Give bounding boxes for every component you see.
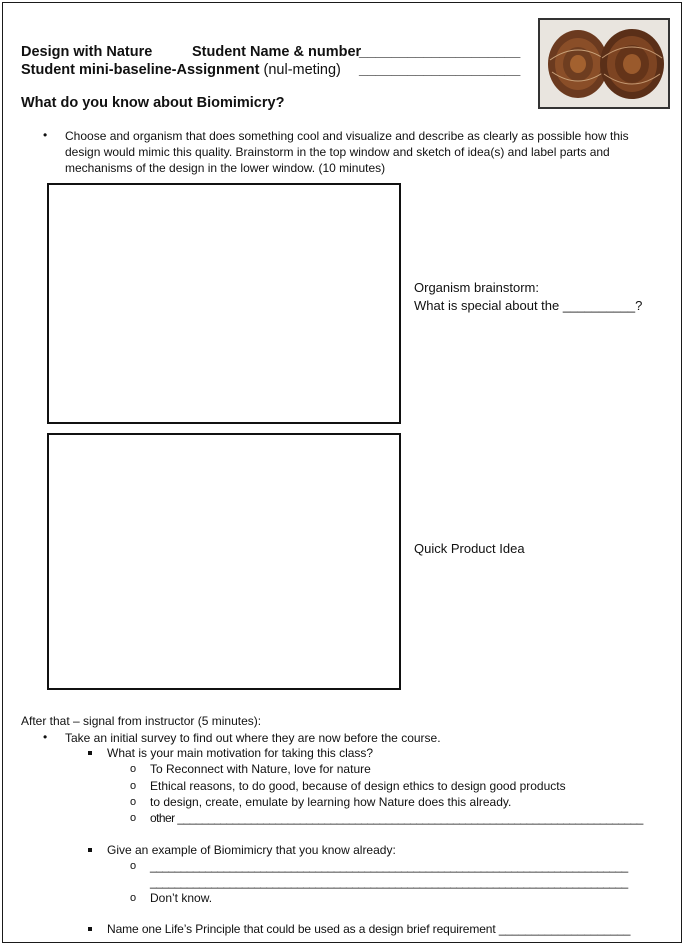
- assignment-name: Student mini-baseline-Assignment: [21, 62, 260, 78]
- assignment-title: [21, 62, 341, 78]
- instruction-line: design would mimic this quality. Brainstorm in the top window and sketch of idea(s) and label parts and: [65, 145, 610, 159]
- survey-question-1: What is your main motivation for taking this class?: [107, 746, 374, 760]
- course-title: Design with Nature: [21, 44, 153, 60]
- assignment-blank[interactable]: ____________________: [359, 62, 521, 78]
- student-name-label: Student Name & number: [192, 44, 362, 60]
- worksheet-page: [2, 2, 682, 943]
- survey-question-2: Give an example of Biomimicry that you know already:: [107, 843, 396, 857]
- ammonite-icon: [540, 20, 668, 107]
- product-idea-label: Quick Product Idea: [414, 541, 525, 556]
- option-marker: o: [130, 796, 137, 808]
- sketch-window[interactable]: [47, 433, 401, 690]
- option-marker: o: [130, 763, 137, 775]
- option-marker: o: [130, 860, 137, 872]
- brainstorm-window[interactable]: [47, 183, 401, 424]
- assignment-subtitle: (nul-meting): [263, 62, 341, 78]
- q1-option[interactable]: Ethical reasons, to do good, because of design ethics to design good products: [150, 779, 566, 793]
- bullet-marker: •: [43, 128, 48, 142]
- q2-answer-line[interactable]: ______________________________________________________________________________: [150, 875, 628, 889]
- option-marker: o: [130, 892, 137, 904]
- instruction-line: mechanisms of the design in the lower window. (10 minutes): [65, 161, 386, 175]
- section-question: What do you know about Biomimicry?: [21, 95, 285, 111]
- bullet-marker: •: [43, 730, 48, 744]
- square-bullet: [88, 927, 92, 931]
- option-marker: o: [130, 812, 137, 824]
- square-bullet: [88, 751, 92, 755]
- brainstorm-label: Organism brainstorm:: [414, 280, 539, 295]
- option-marker: o: [130, 780, 137, 792]
- q1-option[interactable]: To Reconnect with Nature, love for nature: [150, 762, 371, 776]
- q2-option-dont-know[interactable]: Don’t know.: [150, 891, 213, 905]
- survey-task: Take an initial survey to find out where they are now before the course.: [65, 731, 441, 745]
- survey-question-3[interactable]: Name one Life’s Principle that could be used as a design brief requirement ____________________: [107, 922, 631, 936]
- q1-option[interactable]: to design, create, emulate by learning how Nature does this already.: [150, 795, 512, 809]
- instruction-line: Choose and organism that does something cool and visualize and describe as clearly as possible how this: [65, 129, 629, 143]
- survey-intro: After that – signal from instructor (5 minutes):: [21, 714, 262, 728]
- q2-answer-line[interactable]: ______________________________________________________________________________: [150, 859, 628, 873]
- student-name-blank[interactable]: ____________________: [359, 44, 521, 60]
- q1-option-other[interactable]: other ____________________________________________________________________________: [150, 811, 643, 825]
- ammonite-fossil-photo: [538, 18, 670, 109]
- brainstorm-question: What is special about the __________?: [414, 298, 643, 313]
- square-bullet: [88, 848, 92, 852]
